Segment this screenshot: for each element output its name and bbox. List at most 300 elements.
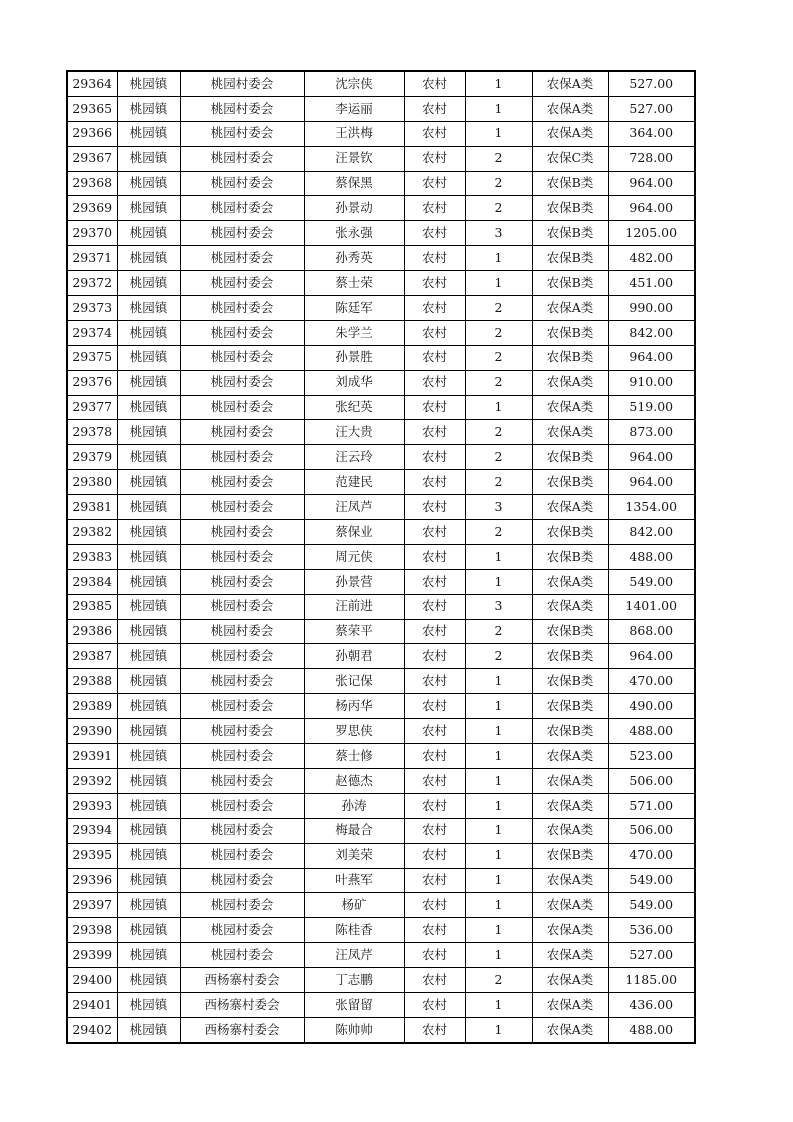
cell-residence-type: 农村	[404, 569, 465, 594]
cell-town: 桃园镇	[117, 669, 180, 694]
cell-insurance-category: 农保A类	[532, 569, 608, 594]
cell-insurance-category: 农保A类	[532, 992, 608, 1017]
cell-residence-type: 农村	[404, 1017, 465, 1042]
cell-insurance-category: 农保A类	[532, 818, 608, 843]
cell-person-name: 汪景钦	[304, 146, 404, 171]
cell-town: 桃园镇	[117, 818, 180, 843]
cell-insurance-category: 农保B类	[532, 345, 608, 370]
cell-village-committee: 桃园村委会	[180, 221, 304, 246]
cell-town: 桃园镇	[117, 146, 180, 171]
table-row	[67, 619, 695, 644]
cell-village-committee: 桃园村委会	[180, 71, 304, 96]
cell-amount: 527.00	[608, 943, 695, 968]
cell-village-committee: 桃园村委会	[180, 395, 304, 420]
table-row	[67, 594, 695, 619]
cell-residence-type: 农村	[404, 943, 465, 968]
cell-record-number: 29370	[67, 221, 117, 246]
cell-residence-type: 农村	[404, 719, 465, 744]
cell-town: 桃园镇	[117, 395, 180, 420]
cell-person-name: 丁志鹏	[304, 968, 404, 993]
cell-person-count: 1	[465, 793, 532, 818]
cell-insurance-category: 农保A类	[532, 420, 608, 445]
cell-insurance-category: 农保B类	[532, 320, 608, 345]
cell-village-committee: 桃园村委会	[180, 669, 304, 694]
table-row	[67, 644, 695, 669]
cell-village-committee: 桃园村委会	[180, 843, 304, 868]
cell-record-number: 29386	[67, 619, 117, 644]
cell-village-committee: 桃园村委会	[180, 619, 304, 644]
cell-record-number: 29367	[67, 146, 117, 171]
cell-town: 桃园镇	[117, 793, 180, 818]
cell-person-name: 孙涛	[304, 793, 404, 818]
cell-residence-type: 农村	[404, 420, 465, 445]
cell-person-name: 刘美荣	[304, 843, 404, 868]
cell-residence-type: 农村	[404, 544, 465, 569]
cell-amount: 506.00	[608, 768, 695, 793]
table-row	[67, 918, 695, 943]
cell-amount: 842.00	[608, 320, 695, 345]
cell-village-committee: 桃园村委会	[180, 171, 304, 196]
cell-residence-type: 农村	[404, 470, 465, 495]
table-row	[67, 221, 695, 246]
cell-insurance-category: 农保A类	[532, 744, 608, 769]
table-row	[67, 320, 695, 345]
cell-person-count: 3	[465, 594, 532, 619]
cell-insurance-category: 农保A类	[532, 96, 608, 121]
cell-amount: 964.00	[608, 445, 695, 470]
cell-amount: 470.00	[608, 843, 695, 868]
cell-person-name: 蔡保业	[304, 520, 404, 545]
cell-person-count: 1	[465, 121, 532, 146]
cell-insurance-category: 农保A类	[532, 594, 608, 619]
cell-village-committee: 桃园村委会	[180, 246, 304, 271]
cell-town: 桃园镇	[117, 121, 180, 146]
cell-amount: 527.00	[608, 96, 695, 121]
cell-record-number: 29391	[67, 744, 117, 769]
table-row	[67, 520, 695, 545]
cell-record-number: 29395	[67, 843, 117, 868]
cell-amount: 964.00	[608, 171, 695, 196]
cell-town: 桃园镇	[117, 544, 180, 569]
cell-village-committee: 桃园村委会	[180, 370, 304, 395]
cell-town: 桃园镇	[117, 470, 180, 495]
cell-person-name: 汪云玲	[304, 445, 404, 470]
table-row	[67, 818, 695, 843]
cell-village-committee: 桃园村委会	[180, 96, 304, 121]
cell-insurance-category: 农保A类	[532, 968, 608, 993]
cell-insurance-category: 农保B类	[532, 271, 608, 296]
cell-village-committee: 桃园村委会	[180, 345, 304, 370]
cell-record-number: 29392	[67, 768, 117, 793]
cell-record-number: 29398	[67, 918, 117, 943]
cell-insurance-category: 农保B类	[532, 520, 608, 545]
cell-person-count: 1	[465, 71, 532, 96]
cell-record-number: 29374	[67, 320, 117, 345]
cell-amount: 842.00	[608, 520, 695, 545]
cell-record-number: 29378	[67, 420, 117, 445]
cell-village-committee: 桃园村委会	[180, 445, 304, 470]
cell-town: 桃园镇	[117, 644, 180, 669]
cell-person-name: 张纪英	[304, 395, 404, 420]
cell-record-number: 29369	[67, 196, 117, 221]
cell-residence-type: 农村	[404, 744, 465, 769]
table-row	[67, 868, 695, 893]
cell-person-count: 1	[465, 893, 532, 918]
cell-person-count: 1	[465, 544, 532, 569]
cell-insurance-category: 农保A类	[532, 1017, 608, 1042]
cell-record-number: 29376	[67, 370, 117, 395]
cell-residence-type: 农村	[404, 171, 465, 196]
cell-insurance-category: 农保B类	[532, 470, 608, 495]
cell-person-name: 张永强	[304, 221, 404, 246]
cell-village-committee: 桃园村委会	[180, 121, 304, 146]
cell-insurance-category: 农保B类	[532, 544, 608, 569]
cell-person-count: 2	[465, 370, 532, 395]
cell-village-committee: 桃园村委会	[180, 495, 304, 520]
cell-insurance-category: 农保B类	[532, 221, 608, 246]
cell-person-name: 赵德杰	[304, 768, 404, 793]
cell-record-number: 29365	[67, 96, 117, 121]
cell-village-committee: 桃园村委会	[180, 918, 304, 943]
cell-town: 桃园镇	[117, 719, 180, 744]
cell-person-count: 2	[465, 146, 532, 171]
cell-village-committee: 桃园村委会	[180, 943, 304, 968]
cell-insurance-category: 农保A类	[532, 893, 608, 918]
cell-insurance-category: 农保A类	[532, 943, 608, 968]
cell-person-count: 3	[465, 221, 532, 246]
cell-village-committee: 西杨寨村委会	[180, 1017, 304, 1042]
cell-residence-type: 农村	[404, 594, 465, 619]
cell-amount: 482.00	[608, 246, 695, 271]
cell-person-count: 2	[465, 470, 532, 495]
cell-person-count: 2	[465, 196, 532, 221]
cell-record-number: 29396	[67, 868, 117, 893]
cell-town: 桃园镇	[117, 768, 180, 793]
cell-amount: 488.00	[608, 544, 695, 569]
cell-town: 桃园镇	[117, 694, 180, 719]
cell-residence-type: 农村	[404, 71, 465, 96]
cell-person-count: 1	[465, 1017, 532, 1042]
cell-residence-type: 农村	[404, 843, 465, 868]
cell-amount: 549.00	[608, 893, 695, 918]
cell-town: 桃园镇	[117, 992, 180, 1017]
cell-insurance-category: 农保B类	[532, 644, 608, 669]
cell-town: 桃园镇	[117, 96, 180, 121]
cell-person-name: 王洪梅	[304, 121, 404, 146]
cell-insurance-category: 农保A类	[532, 71, 608, 96]
cell-person-name: 蔡荣平	[304, 619, 404, 644]
cell-person-count: 1	[465, 918, 532, 943]
cell-town: 桃园镇	[117, 370, 180, 395]
cell-town: 桃园镇	[117, 918, 180, 943]
cell-village-committee: 桃园村委会	[180, 744, 304, 769]
cell-amount: 990.00	[608, 296, 695, 321]
cell-town: 桃园镇	[117, 520, 180, 545]
table-row	[67, 370, 695, 395]
table-row	[67, 569, 695, 594]
table-row	[67, 744, 695, 769]
cell-record-number: 29373	[67, 296, 117, 321]
table-row	[67, 271, 695, 296]
cell-record-number: 29389	[67, 694, 117, 719]
cell-insurance-category: 农保A类	[532, 370, 608, 395]
cell-record-number: 29388	[67, 669, 117, 694]
cell-person-count: 1	[465, 868, 532, 893]
cell-person-name: 汪凤芦	[304, 495, 404, 520]
cell-person-name: 孙景动	[304, 196, 404, 221]
cell-person-name: 周元侠	[304, 544, 404, 569]
cell-residence-type: 农村	[404, 619, 465, 644]
cell-residence-type: 农村	[404, 868, 465, 893]
cell-town: 桃园镇	[117, 271, 180, 296]
cell-person-count: 2	[465, 520, 532, 545]
cell-amount: 964.00	[608, 196, 695, 221]
table-row	[67, 793, 695, 818]
table-row	[67, 470, 695, 495]
cell-insurance-category: 农保B类	[532, 196, 608, 221]
cell-village-committee: 桃园村委会	[180, 768, 304, 793]
cell-person-name: 汪大贵	[304, 420, 404, 445]
cell-town: 桃园镇	[117, 868, 180, 893]
cell-residence-type: 农村	[404, 146, 465, 171]
cell-residence-type: 农村	[404, 992, 465, 1017]
cell-town: 桃园镇	[117, 71, 180, 96]
cell-amount: 488.00	[608, 1017, 695, 1042]
cell-village-committee: 桃园村委会	[180, 296, 304, 321]
cell-person-name: 范建民	[304, 470, 404, 495]
cell-person-name: 张记保	[304, 669, 404, 694]
cell-person-count: 2	[465, 345, 532, 370]
cell-person-count: 1	[465, 246, 532, 271]
cell-residence-type: 农村	[404, 694, 465, 719]
cell-person-name: 陈廷军	[304, 296, 404, 321]
cell-village-committee: 桃园村委会	[180, 146, 304, 171]
cell-person-name: 朱学兰	[304, 320, 404, 345]
cell-person-count: 2	[465, 420, 532, 445]
cell-residence-type: 农村	[404, 818, 465, 843]
cell-town: 桃园镇	[117, 445, 180, 470]
table-row	[67, 445, 695, 470]
cell-town: 桃园镇	[117, 495, 180, 520]
cell-village-committee: 桃园村委会	[180, 818, 304, 843]
cell-person-name: 刘成华	[304, 370, 404, 395]
cell-residence-type: 农村	[404, 669, 465, 694]
cell-person-name: 蔡士修	[304, 744, 404, 769]
cell-town: 桃园镇	[117, 246, 180, 271]
cell-person-name: 陈帅帅	[304, 1017, 404, 1042]
cell-amount: 910.00	[608, 370, 695, 395]
cell-town: 桃园镇	[117, 843, 180, 868]
cell-insurance-category: 农保B类	[532, 619, 608, 644]
cell-person-count: 2	[465, 644, 532, 669]
table-row	[67, 146, 695, 171]
cell-residence-type: 农村	[404, 221, 465, 246]
cell-amount: 549.00	[608, 569, 695, 594]
cell-town: 桃园镇	[117, 345, 180, 370]
cell-person-name: 沈宗侠	[304, 71, 404, 96]
cell-village-committee: 桃园村委会	[180, 520, 304, 545]
cell-person-count: 1	[465, 744, 532, 769]
cell-village-committee: 桃园村委会	[180, 793, 304, 818]
cell-amount: 451.00	[608, 271, 695, 296]
table-row	[67, 395, 695, 420]
cell-person-count: 1	[465, 818, 532, 843]
cell-residence-type: 农村	[404, 121, 465, 146]
cell-village-committee: 桃园村委会	[180, 470, 304, 495]
cell-town: 桃园镇	[117, 221, 180, 246]
cell-town: 桃园镇	[117, 320, 180, 345]
cell-person-count: 2	[465, 445, 532, 470]
table-row	[67, 968, 695, 993]
cell-amount: 364.00	[608, 121, 695, 146]
cell-amount: 1401.00	[608, 594, 695, 619]
cell-record-number: 29375	[67, 345, 117, 370]
cell-person-name: 杨丙华	[304, 694, 404, 719]
cell-person-count: 1	[465, 395, 532, 420]
cell-record-number: 29366	[67, 121, 117, 146]
cell-town: 桃园镇	[117, 744, 180, 769]
cell-insurance-category: 农保B类	[532, 669, 608, 694]
cell-residence-type: 农村	[404, 96, 465, 121]
cell-insurance-category: 农保B类	[532, 843, 608, 868]
cell-town: 桃园镇	[117, 1017, 180, 1042]
cell-amount: 571.00	[608, 793, 695, 818]
cell-amount: 1185.00	[608, 968, 695, 993]
cell-town: 桃园镇	[117, 171, 180, 196]
cell-record-number: 29385	[67, 594, 117, 619]
cell-amount: 964.00	[608, 644, 695, 669]
cell-residence-type: 农村	[404, 445, 465, 470]
cell-village-committee: 桃园村委会	[180, 868, 304, 893]
cell-insurance-category: 农保A类	[532, 296, 608, 321]
cell-residence-type: 农村	[404, 520, 465, 545]
cell-amount: 964.00	[608, 345, 695, 370]
cell-person-count: 1	[465, 271, 532, 296]
table-row	[67, 943, 695, 968]
cell-record-number: 29393	[67, 793, 117, 818]
cell-person-count: 1	[465, 669, 532, 694]
cell-amount: 490.00	[608, 694, 695, 719]
cell-village-committee: 桃园村委会	[180, 569, 304, 594]
cell-person-name: 汪前进	[304, 594, 404, 619]
cell-person-name: 梅最合	[304, 818, 404, 843]
cell-record-number: 29379	[67, 445, 117, 470]
cell-person-count: 2	[465, 619, 532, 644]
table-row	[67, 992, 695, 1017]
cell-record-number: 29399	[67, 943, 117, 968]
cell-person-name: 罗思侠	[304, 719, 404, 744]
cell-record-number: 29372	[67, 271, 117, 296]
cell-person-count: 2	[465, 296, 532, 321]
cell-record-number: 29387	[67, 644, 117, 669]
table-row	[67, 71, 695, 96]
cell-person-count: 1	[465, 96, 532, 121]
cell-amount: 964.00	[608, 470, 695, 495]
cell-residence-type: 农村	[404, 320, 465, 345]
cell-amount: 1205.00	[608, 221, 695, 246]
cell-residence-type: 农村	[404, 893, 465, 918]
cell-person-count: 1	[465, 569, 532, 594]
cell-record-number: 29383	[67, 544, 117, 569]
cell-person-count: 1	[465, 768, 532, 793]
cell-person-name: 蔡士荣	[304, 271, 404, 296]
table-row	[67, 420, 695, 445]
cell-person-count: 2	[465, 320, 532, 345]
cell-person-name: 汪凤芹	[304, 943, 404, 968]
cell-village-committee: 桃园村委会	[180, 544, 304, 569]
cell-town: 桃园镇	[117, 420, 180, 445]
cell-person-count: 1	[465, 843, 532, 868]
cell-insurance-category: 农保B类	[532, 171, 608, 196]
cell-record-number: 29381	[67, 495, 117, 520]
cell-town: 桃园镇	[117, 594, 180, 619]
cell-village-committee: 西杨寨村委会	[180, 968, 304, 993]
cell-record-number: 29384	[67, 569, 117, 594]
cell-insurance-category: 农保B类	[532, 719, 608, 744]
cell-amount: 470.00	[608, 669, 695, 694]
table-row	[67, 246, 695, 271]
cell-person-name: 孙景营	[304, 569, 404, 594]
cell-town: 桃园镇	[117, 569, 180, 594]
cell-village-committee: 桃园村委会	[180, 196, 304, 221]
cell-person-name: 孙朝君	[304, 644, 404, 669]
cell-record-number: 29368	[67, 171, 117, 196]
cell-amount: 523.00	[608, 744, 695, 769]
cell-person-name: 孙景胜	[304, 345, 404, 370]
cell-town: 桃园镇	[117, 296, 180, 321]
cell-residence-type: 农村	[404, 296, 465, 321]
table-row	[67, 96, 695, 121]
cell-person-count: 1	[465, 992, 532, 1017]
cell-village-committee: 西杨寨村委会	[180, 992, 304, 1017]
cell-record-number: 29390	[67, 719, 117, 744]
cell-residence-type: 农村	[404, 271, 465, 296]
table-row	[67, 495, 695, 520]
cell-person-name: 孙秀英	[304, 246, 404, 271]
cell-residence-type: 农村	[404, 793, 465, 818]
cell-village-committee: 桃园村委会	[180, 320, 304, 345]
cell-insurance-category: 农保A类	[532, 918, 608, 943]
cell-amount: 1354.00	[608, 495, 695, 520]
table-row	[67, 345, 695, 370]
cell-residence-type: 农村	[404, 196, 465, 221]
cell-village-committee: 桃园村委会	[180, 594, 304, 619]
cell-village-committee: 桃园村委会	[180, 644, 304, 669]
table-body	[67, 71, 695, 1043]
table-row	[67, 196, 695, 221]
cell-record-number: 29397	[67, 893, 117, 918]
cell-record-number: 29382	[67, 520, 117, 545]
cell-residence-type: 农村	[404, 644, 465, 669]
cell-town: 桃园镇	[117, 943, 180, 968]
cell-record-number: 29364	[67, 71, 117, 96]
cell-village-committee: 桃园村委会	[180, 271, 304, 296]
table-row	[67, 768, 695, 793]
cell-amount: 488.00	[608, 719, 695, 744]
cell-insurance-category: 农保A类	[532, 495, 608, 520]
cell-amount: 536.00	[608, 918, 695, 943]
cell-person-count: 3	[465, 495, 532, 520]
cell-amount: 873.00	[608, 420, 695, 445]
cell-record-number: 29401	[67, 992, 117, 1017]
table-row	[67, 1017, 695, 1042]
cell-residence-type: 农村	[404, 345, 465, 370]
cell-person-name: 叶燕军	[304, 868, 404, 893]
table-row	[67, 694, 695, 719]
cell-insurance-category: 农保A类	[532, 793, 608, 818]
cell-person-name: 陈桂香	[304, 918, 404, 943]
cell-person-count: 1	[465, 694, 532, 719]
